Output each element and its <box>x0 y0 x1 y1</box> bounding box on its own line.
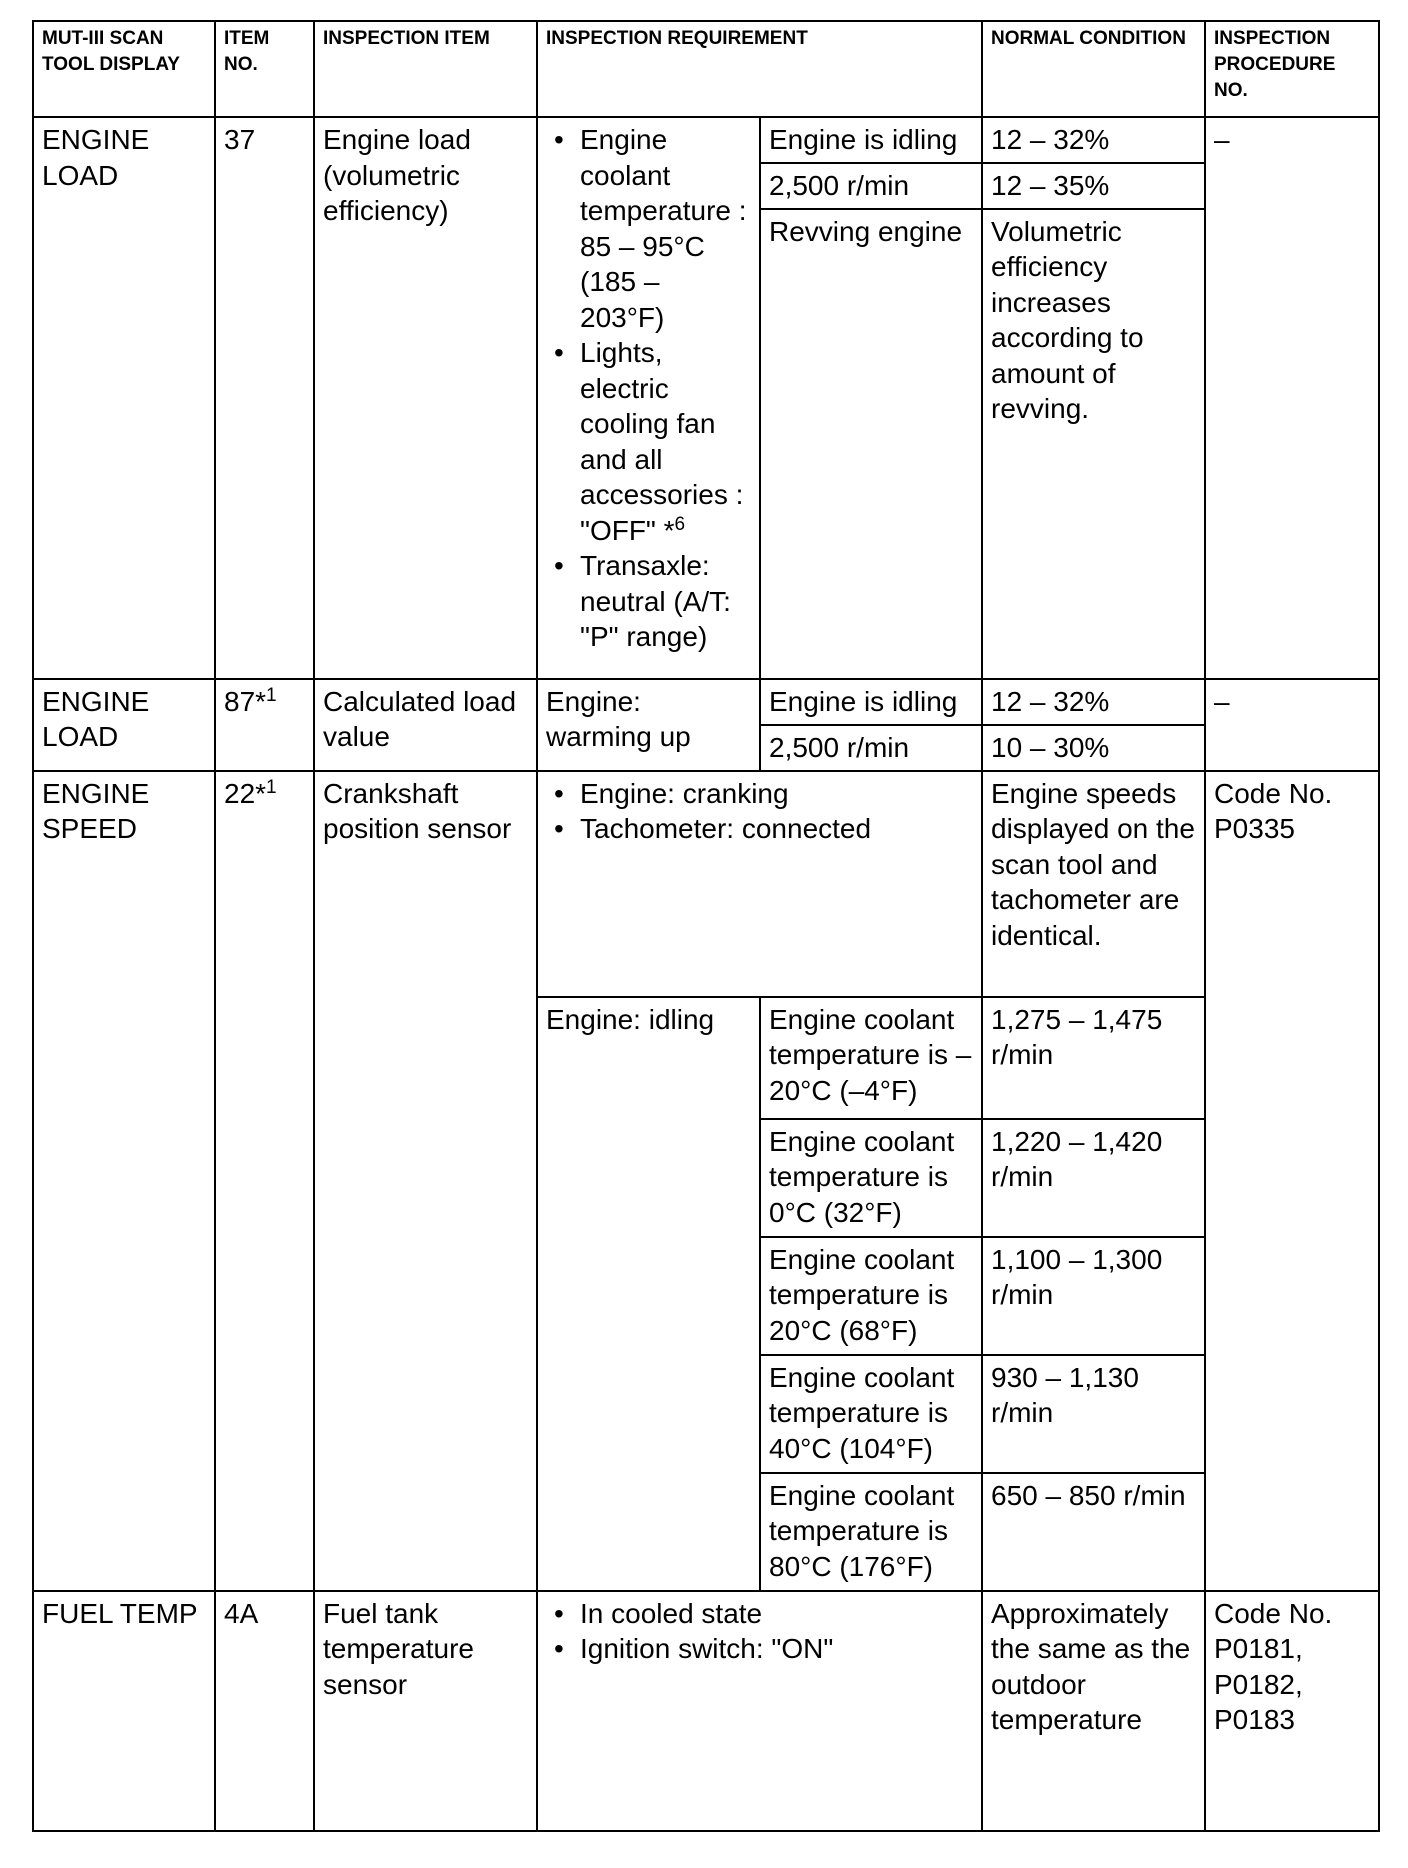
scan-tool-display-cell: ENGINE LOAD <box>33 117 215 679</box>
header-inspection-requirement: INSPECTION REQUIREMENT <box>537 21 982 117</box>
condition-state-cell: Engine is idling <box>760 117 982 163</box>
inspection-item-cell: Fuel tank temperature sensor <box>314 1591 537 1831</box>
condition-state-cell: Engine coolant temperature is –20°C (–4°F) <box>760 997 982 1119</box>
inspection-item-cell: Crankshaft position sensor <box>314 771 537 1591</box>
item-no-cell: 22*$^1$ <box>215 771 314 1591</box>
inspection-table <box>32 20 1380 1832</box>
list-item: • Engine coolant temperature : 85 – 95°C (185 – 203°F) <box>546 122 751 335</box>
normal-condition-cell: 930 – 1,130 r/min <box>982 1355 1205 1473</box>
table-row <box>33 679 1379 725</box>
inspection-item-cell: Calculated load value <box>314 679 537 771</box>
procedure-cell: Code No. P0335 <box>1205 771 1379 1591</box>
inspection-requirement-cell <box>537 1591 982 1831</box>
table-row <box>33 117 1379 163</box>
list-item: • Transaxle: neutral (A/T: "P" range) <box>546 548 751 655</box>
header-scan-tool-display: MUT-III SCAN TOOL DISPLAY <box>33 21 215 117</box>
normal-condition-cell: 1,220 – 1,420 r/min <box>982 1119 1205 1237</box>
inspection-requirement-cell <box>537 117 760 679</box>
footnote-marker: 6 <box>674 513 686 535</box>
normal-condition-cell: Engine speeds displayed on the scan tool and tachometer are identical. <box>982 771 1205 997</box>
procedure-cell: – <box>1205 117 1379 679</box>
scan-tool-display-cell: ENGINE SPEED <box>33 771 215 1591</box>
condition-state-cell: 2,500 r/min <box>760 725 982 771</box>
inspection-requirement-cell: Engine: warming up <box>537 679 760 771</box>
item-no-cell: 87*$^1$ <box>215 679 314 771</box>
condition-state-cell: Revving engine <box>760 209 982 679</box>
list-item: • Lights, electric cooling fan and all accessories : "OFF" *$^6$ <box>546 335 751 548</box>
table-row <box>33 771 1379 997</box>
inspection-requirement-cell: Engine: idling <box>537 997 760 1591</box>
normal-condition-cell: 1,100 – 1,300 r/min <box>982 1237 1205 1355</box>
normal-condition-cell: 650 – 850 r/min <box>982 1473 1205 1591</box>
requirement-list <box>546 1596 973 1667</box>
item-no-cell: 4A <box>215 1591 314 1831</box>
inspection-item-cell: Engine load (volumetric efficiency) <box>314 117 537 679</box>
list-item: • Engine: cranking <box>546 776 973 812</box>
header-row <box>33 21 1379 117</box>
condition-state-cell: Engine coolant temperature is 80°C (176°F) <box>760 1473 982 1591</box>
table-row <box>33 1591 1379 1831</box>
condition-state-cell: 2,500 r/min <box>760 163 982 209</box>
condition-state-cell: Engine coolant temperature is 0°C (32°F) <box>760 1119 982 1237</box>
list-item: • Ignition switch: "ON" <box>546 1631 973 1667</box>
condition-state-cell: Engine coolant temperature is 40°C (104°F) <box>760 1355 982 1473</box>
scan-tool-display-cell: FUEL TEMP <box>33 1591 215 1831</box>
procedure-cell: Code No. P0181, P0182, P0183 <box>1205 1591 1379 1831</box>
normal-condition-cell: 10 – 30% <box>982 725 1205 771</box>
header-procedure-no: INSPECTION PROCEDURE NO. <box>1205 21 1379 117</box>
condition-state-cell: Engine is idling <box>760 679 982 725</box>
header-item-no: ITEM NO. <box>215 21 314 117</box>
normal-condition-cell: Approximately the same as the outdoor temperature <box>982 1591 1205 1831</box>
scan-tool-display-cell: ENGINE LOAD <box>33 679 215 771</box>
requirement-list <box>546 122 751 655</box>
list-item: • In cooled state <box>546 1596 973 1632</box>
normal-condition-cell: Volumetric efficiency increases according to amount of revving. <box>982 209 1205 679</box>
item-no-cell: 37 <box>215 117 314 679</box>
normal-condition-cell: 12 – 35% <box>982 163 1205 209</box>
procedure-cell: – <box>1205 679 1379 771</box>
condition-state-cell: Engine coolant temperature is 20°C (68°F) <box>760 1237 982 1355</box>
normal-condition-cell: 12 – 32% <box>982 679 1205 725</box>
normal-condition-cell: 1,275 – 1,475 r/min <box>982 997 1205 1119</box>
list-item: • Tachometer: connected <box>546 811 973 847</box>
footnote-marker: 1 <box>266 684 277 706</box>
header-normal-condition: NORMAL CONDITION <box>982 21 1205 117</box>
footnote-marker: 1 <box>266 776 277 798</box>
normal-condition-cell: 12 – 32% <box>982 117 1205 163</box>
header-inspection-item: INSPECTION ITEM <box>314 21 537 117</box>
requirement-list <box>546 776 973 847</box>
inspection-requirement-cell <box>537 771 982 997</box>
